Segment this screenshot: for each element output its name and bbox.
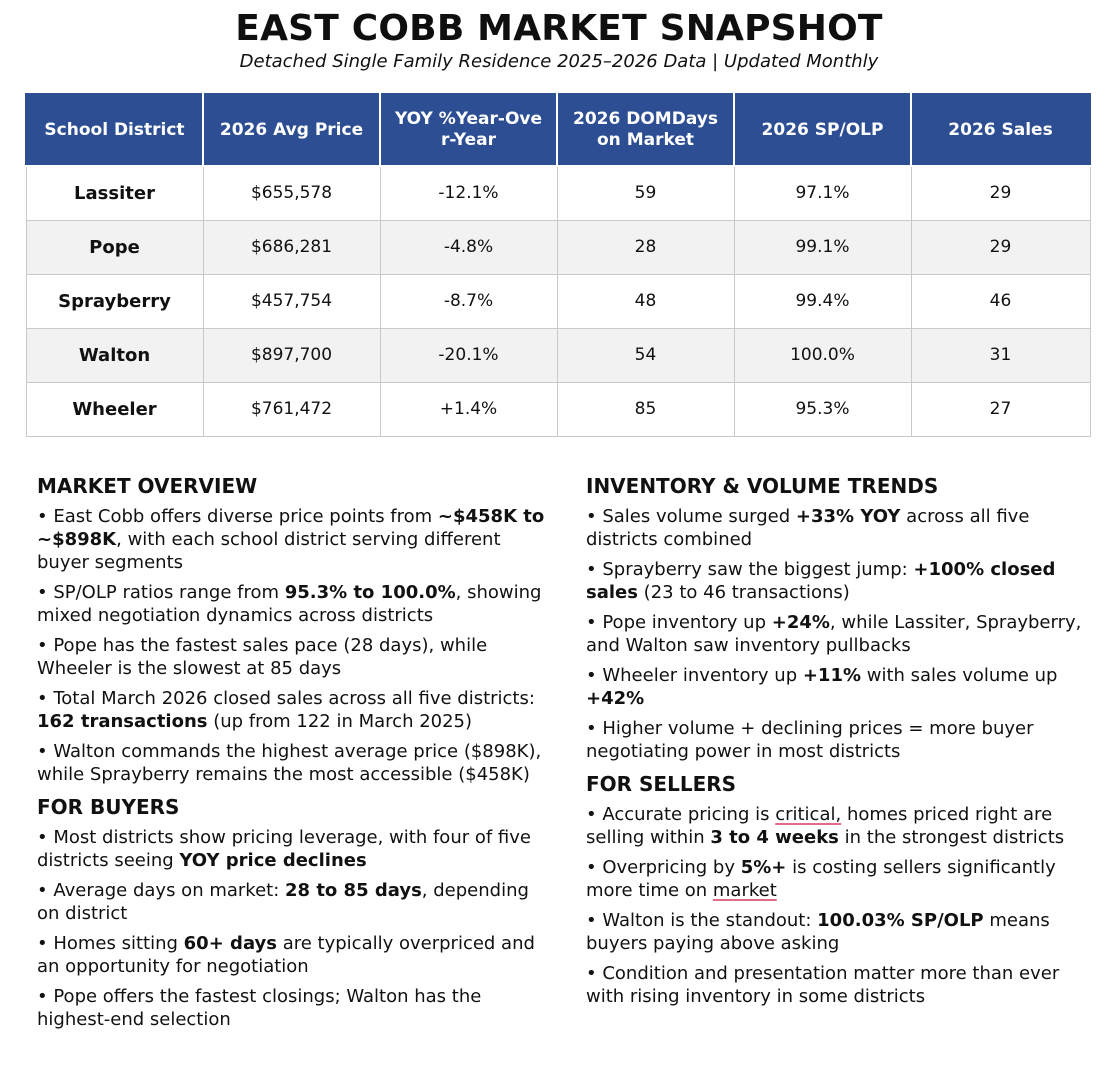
cell-sp-olp: 97.1% bbox=[734, 166, 911, 220]
inventory-heading: INVENTORY & VOLUME TRENDS bbox=[586, 474, 939, 498]
cell-dom: 28 bbox=[557, 220, 734, 274]
cell-district: Sprayberry bbox=[26, 274, 203, 328]
cell-sp-olp: 99.4% bbox=[734, 274, 911, 328]
list-item: • Higher volume + declining prices = more buyer negotiating power in most districts bbox=[586, 718, 1034, 762]
header-yoy: YOY %Year-Over-Year bbox=[380, 94, 557, 166]
table-row bbox=[26, 328, 1090, 382]
list-item: • Total March 2026 closed sales across all five districts: 162 transactions (up from 122 in March 2025) bbox=[37, 688, 535, 732]
page-title: EAST COBB MARKET SNAPSHOT bbox=[235, 8, 883, 49]
list-item: • Homes sitting 60+ days are typically overpriced and an opportunity for negotiation bbox=[37, 933, 535, 977]
cell-avg-price: $761,472 bbox=[203, 382, 380, 436]
cell-yoy: -12.1% bbox=[380, 166, 557, 220]
cell-sp-olp: 95.3% bbox=[734, 382, 911, 436]
cell-district: Lassiter bbox=[26, 166, 203, 220]
cell-sales: 31 bbox=[911, 328, 1090, 382]
for-sellers-heading: FOR SELLERS bbox=[586, 772, 737, 796]
cell-sp-olp: 100.0% bbox=[734, 328, 911, 382]
table-header-row bbox=[26, 94, 1090, 166]
cell-avg-price: $655,578 bbox=[203, 166, 380, 220]
cell-district: Walton bbox=[26, 328, 203, 382]
market-table bbox=[25, 93, 1091, 437]
list-item: • Wheeler inventory up +11% with sales volume up +42% bbox=[586, 665, 1058, 709]
market-overview-heading: MARKET OVERVIEW bbox=[37, 474, 258, 498]
list-item: • Sprayberry saw the biggest jump: +100% closed sales (23 to 46 transactions) bbox=[586, 559, 1056, 603]
list-item: • Walton commands the highest average price ($898K), while Sprayberry remains the most accessible ($458K) bbox=[37, 741, 542, 785]
list-item: • Accurate pricing is critical, homes priced right are selling within 3 to 4 weeks in the strongest districts bbox=[586, 804, 1065, 848]
header-avg-price: 2026 Avg Price bbox=[203, 94, 380, 166]
cell-sales: 27 bbox=[911, 382, 1090, 436]
table-row bbox=[26, 166, 1090, 220]
cell-yoy: +1.4% bbox=[380, 382, 557, 436]
list-item: • Average days on market: 28 to 85 days, depending on district bbox=[37, 880, 529, 924]
header-dom: 2026 DOMDays on Market bbox=[557, 94, 734, 166]
list-item: • Sales volume surged +33% YOY across all five districts combined bbox=[586, 506, 1030, 550]
header-sales: 2026 Sales bbox=[911, 94, 1090, 166]
cell-avg-price: $686,281 bbox=[203, 220, 380, 274]
list-item: • Pope has the fastest sales pace (28 days), while Wheeler is the slowest at 85 days bbox=[37, 635, 488, 679]
page-subtitle: Detached Single Family Residence 2025–2026 Data | Updated Monthly bbox=[239, 51, 879, 72]
cell-district: Wheeler bbox=[26, 382, 203, 436]
table-row bbox=[26, 220, 1090, 274]
cell-yoy: -8.7% bbox=[380, 274, 557, 328]
cell-dom: 54 bbox=[557, 328, 734, 382]
cell-dom: 48 bbox=[557, 274, 734, 328]
cell-sp-olp: 99.1% bbox=[734, 220, 911, 274]
cell-district: Pope bbox=[26, 220, 203, 274]
list-item: • Overpricing by 5%+ is costing sellers significantly more time on market bbox=[586, 857, 1056, 901]
list-item: • Condition and presentation matter more than ever with rising inventory in some districts bbox=[586, 963, 1060, 1007]
cell-sales: 29 bbox=[911, 220, 1090, 274]
list-item: • Most districts show pricing leverage, with four of five districts seeing YOY price declines bbox=[37, 827, 531, 871]
list-item: • Pope offers the fastest closings; Walton has the highest-end selection bbox=[37, 986, 482, 1030]
cell-yoy: -20.1% bbox=[380, 328, 557, 382]
list-item: • Pope inventory up +24%, while Lassiter, Sprayberry, and Walton saw inventory pullbacks bbox=[586, 612, 1082, 656]
list-item: • Walton is the standout: 100.03% SP/OLP means buyers paying above asking bbox=[586, 910, 1050, 954]
cell-avg-price: $897,700 bbox=[203, 328, 380, 382]
cell-yoy: -4.8% bbox=[380, 220, 557, 274]
table-row bbox=[26, 382, 1090, 436]
cell-avg-price: $457,754 bbox=[203, 274, 380, 328]
for-buyers-heading: FOR BUYERS bbox=[37, 795, 180, 819]
header-school-district: School District bbox=[26, 94, 203, 166]
cell-dom: 59 bbox=[557, 166, 734, 220]
right-column bbox=[586, 472, 1086, 1015]
header-sp-olp: 2026 SP/OLP bbox=[734, 94, 911, 166]
left-column bbox=[37, 472, 557, 1038]
list-item: • SP/OLP ratios range from 95.3% to 100.0%, showing mixed negotiation dynamics across districts bbox=[37, 582, 542, 626]
list-item: • East Cobb offers diverse price points from ~$458K to ~$898K, with each school district serving different buyer segments bbox=[37, 506, 545, 573]
table-row bbox=[26, 274, 1090, 328]
cell-sales: 29 bbox=[911, 166, 1090, 220]
cell-dom: 85 bbox=[557, 382, 734, 436]
cell-sales: 46 bbox=[911, 274, 1090, 328]
